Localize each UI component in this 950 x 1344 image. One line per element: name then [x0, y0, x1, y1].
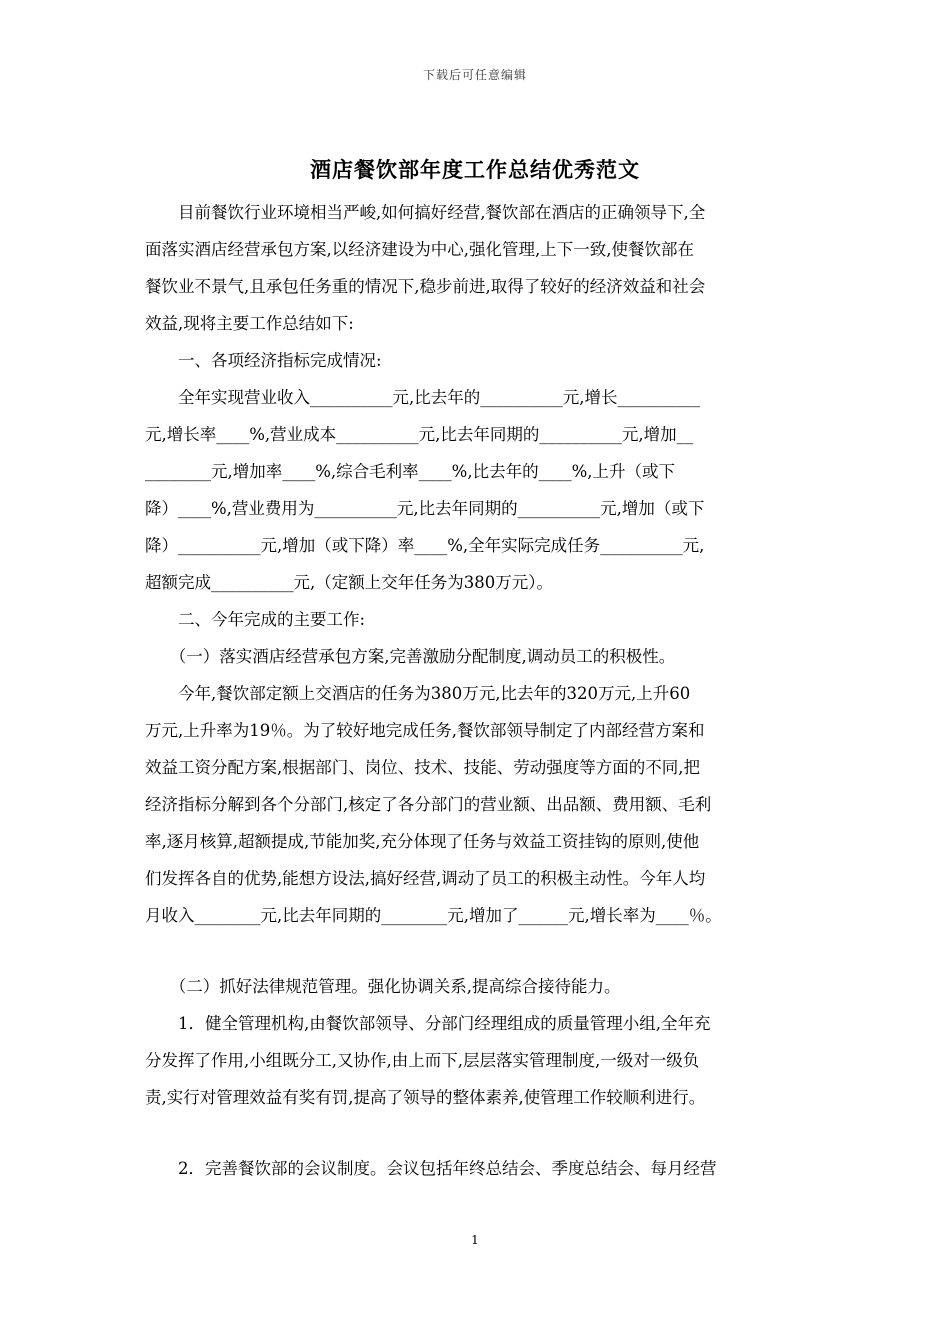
document-title: 酒店餐饮部年度工作总结优秀范文: [310, 157, 640, 182]
text-line: 二、今年完成的主要工作:: [145, 610, 366, 629]
text-line: 餐饮业不景气,且承包任务重的情况下,稳步前进,取得了较好的经济效益和社会: [145, 277, 706, 296]
text-line: 率,逐月核算,超额提成,节能加奖,充分体现了任务与效益工资挂钩的原则,使他: [145, 832, 700, 851]
text-line: 一、各项经济指标完成情况:: [145, 351, 382, 370]
text-line: 全年实现营业收入__________元,比去年的__________元,增长__________: [145, 388, 700, 407]
page-header-note: 下载后可任意编辑: [422, 68, 527, 82]
text-line: 1．健全管理机构,由餐饮部领导、分部门经理组成的质量管理小组,全年充: [145, 1014, 711, 1033]
text-line: 今年,餐饮部定额上交酒店的任务为380万元,比去年的320万元,上升60: [145, 684, 691, 703]
text-line: 面落实酒店经营承包方案,以经济建设为中心,强化管理,上下一致,使餐饮部在: [145, 240, 694, 259]
document-body: [145, 194, 805, 1187]
text-line: 2．完善餐饮部的会议制度。会议包括年终总结会、季度总结会、每月经营: [145, 1159, 717, 1178]
text-line: 效益,现将主要工作总结如下:: [145, 314, 354, 333]
text-line: 分发挥了作用,小组既分工,又协作,由上而下,层层落实管理制度,一级对一级负: [145, 1051, 700, 1070]
paragraph-gap: [145, 1116, 805, 1150]
text-line: 效益工资分配方案,根据部门、岗位、技术、技能、劳动强度等方面的不同,把: [145, 758, 700, 777]
text-line: 降）__________元,增加（或下降）率____%,全年实际完成任务__________元,: [145, 536, 705, 555]
text-line: （一）落实酒店经营承包方案,完善激励分配制度,调动员工的积极性。: [145, 647, 676, 666]
text-line: 目前餐饮行业环境相当严峻,如何搞好经营,餐饮部在酒店的正确领导下,全: [145, 203, 706, 222]
text-line: 责,实行对管理效益有奖有罚,提高了领导的整体素养,使管理工作较顺利进行。: [145, 1088, 706, 1107]
text-line: 超额完成__________元,（定额上交年任务为380万元）。: [145, 573, 553, 592]
text-line: 经济指标分解到各个分部门,核定了各分部门的营业额、出品额、费用额、毛利: [145, 795, 712, 814]
text-line: ________元,增加率____%,综合毛利率____%,比去年的____%,上升（或下: [145, 462, 676, 481]
text-line: 月收入________元,比去年同期的________元,增加了______元,增长率为____％。: [145, 906, 722, 925]
text-line: 元,增长率____%,营业成本__________元,比去年同期的__________元,增加__: [145, 425, 694, 444]
text-line: （二）抓好法律规范管理。强化协调关系,提高综合接待能力。: [145, 977, 621, 996]
page-number: 1: [471, 1233, 479, 1247]
paragraph-gap: [145, 934, 805, 968]
text-line: 降）____%,营业费用为__________元,比去年同期的__________元,增加（或下: [145, 499, 705, 518]
text-line: 们发挥各自的优势,能想方设法,搞好经营,调动了员工的积极主动性。今年人均: [145, 869, 706, 888]
text-line: 万元,上升率为19％。为了较好地完成任务,餐饮部领导制定了内部经营方案和: [145, 721, 705, 740]
